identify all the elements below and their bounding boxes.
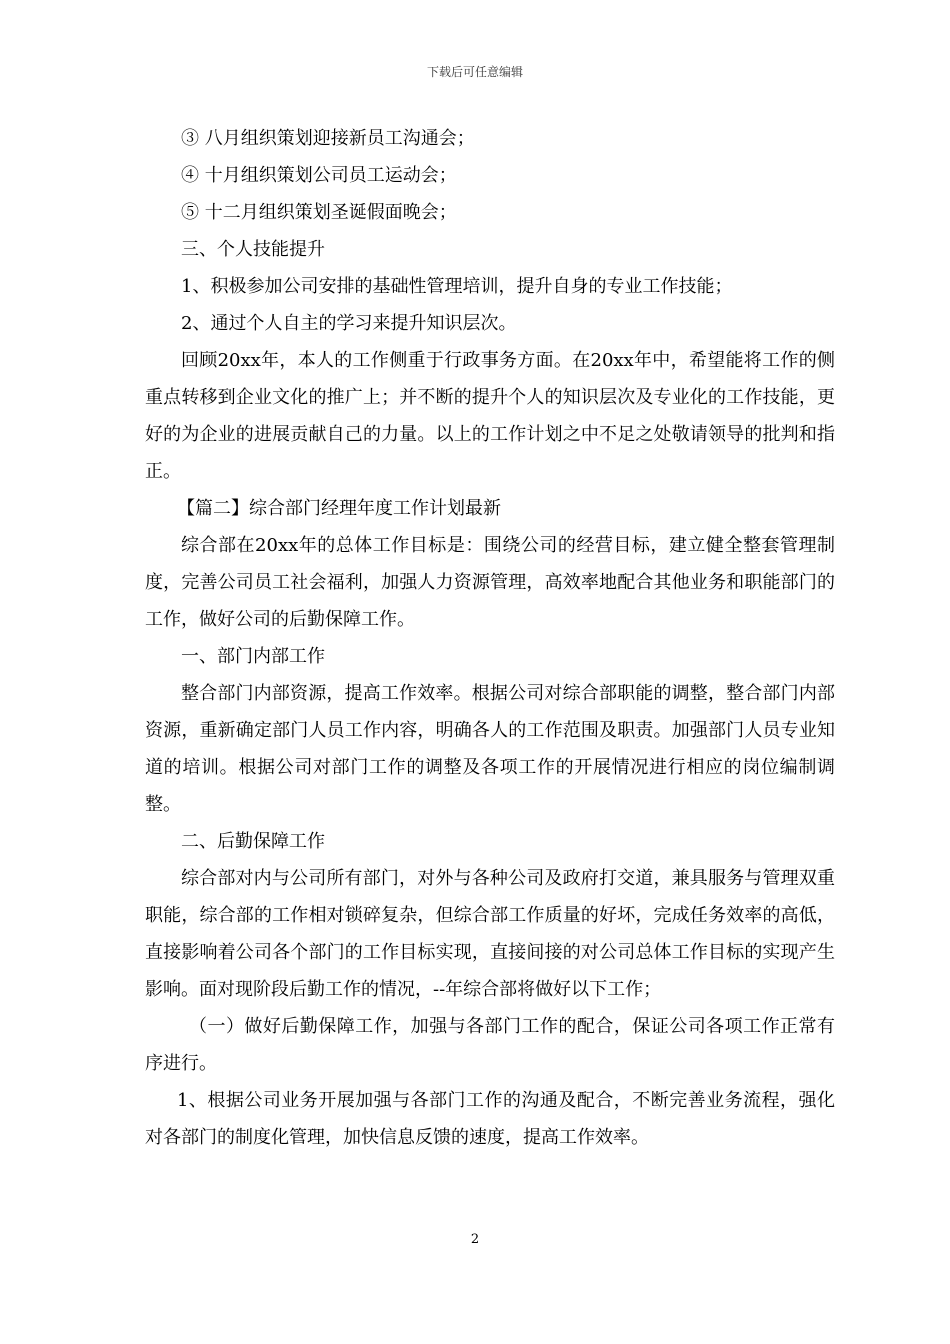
section-heading: 一、部门内部工作 — [181, 646, 325, 667]
page-number: 2 — [470, 1232, 480, 1247]
paragraph: 综合部在20xx年的总体工作目标是：围绕公司的经营目标，建立健全整套管理制度，完善公司员工社会福利，加强人力资源管理，高效率地配合其他业务和职能部门的工作，做好公司的后勤保障工作。 — [145, 535, 835, 630]
list-item: ④ 十月组织策划公司员工运动会； — [181, 165, 457, 186]
list-item: ⑤ 十二月组织策划圣诞假面晚会； — [181, 202, 457, 223]
subsection-heading: （一）做好后勤保障工作，加强与各部门工作的配合，保证公司各项工作正常有序进行。 — [145, 1016, 835, 1074]
paragraph: 整合部门内部资源，提高工作效率。根据公司对综合部职能的调整，整合部门内部资源，重新确定部门人员工作内容，明确各人的工作范围及职责。加强部门人员专业知道的培训。根据公司对部门工作的调整及各项工作的开展情况进行相应的岗位编制调整。 — [145, 683, 835, 815]
paragraph: 回顾20xx年，本人的工作侧重于行政事务方面。在20xx年中，希望能将工作的侧重点转移到企业文化的推广上；并不断的提升个人的知识层次及专业化的工作技能，更好的为企业的进展贡献自己的力量。以上的工作计划之中不足之处敬请领导的批判和指正。 — [145, 350, 835, 482]
section-heading: 三、个人技能提升 — [181, 239, 325, 260]
page-header: 下载后可任意编辑 — [426, 65, 523, 79]
list-item: 1、积极参加公司安排的基础性管理培训，提升自身的专业工作技能； — [181, 276, 733, 297]
list-item: 2、通过个人自主的学习来提升知识层次。 — [181, 313, 517, 334]
document-body — [145, 120, 835, 1156]
chapter-title: 【篇二】综合部门经理年度工作计划最新 — [177, 498, 501, 519]
paragraph: 综合部对内与公司所有部门，对外与各种公司及政府打交道，兼具服务与管理双重职能，综合部的工作相对锁碎复杂，但综合部工作质量的好坏，完成任务效率的高低，直接影响着公司各个部门的工作目标实现，直接间接的对公司总体工作目标的实现产生影响。面对现阶段后勤工作的情况，--年综合部将做好以下工作； — [145, 868, 835, 1000]
paragraph: 1、根据公司业务开展加强与各部门工作的沟通及配合，不断完善业务流程，强化对各部门的制度化管理，加快信息反馈的速度，提高工作效率。 — [145, 1090, 835, 1148]
section-heading: 二、后勤保障工作 — [181, 831, 325, 852]
list-item: ③ 八月组织策划迎接新员工沟通会； — [181, 128, 475, 149]
